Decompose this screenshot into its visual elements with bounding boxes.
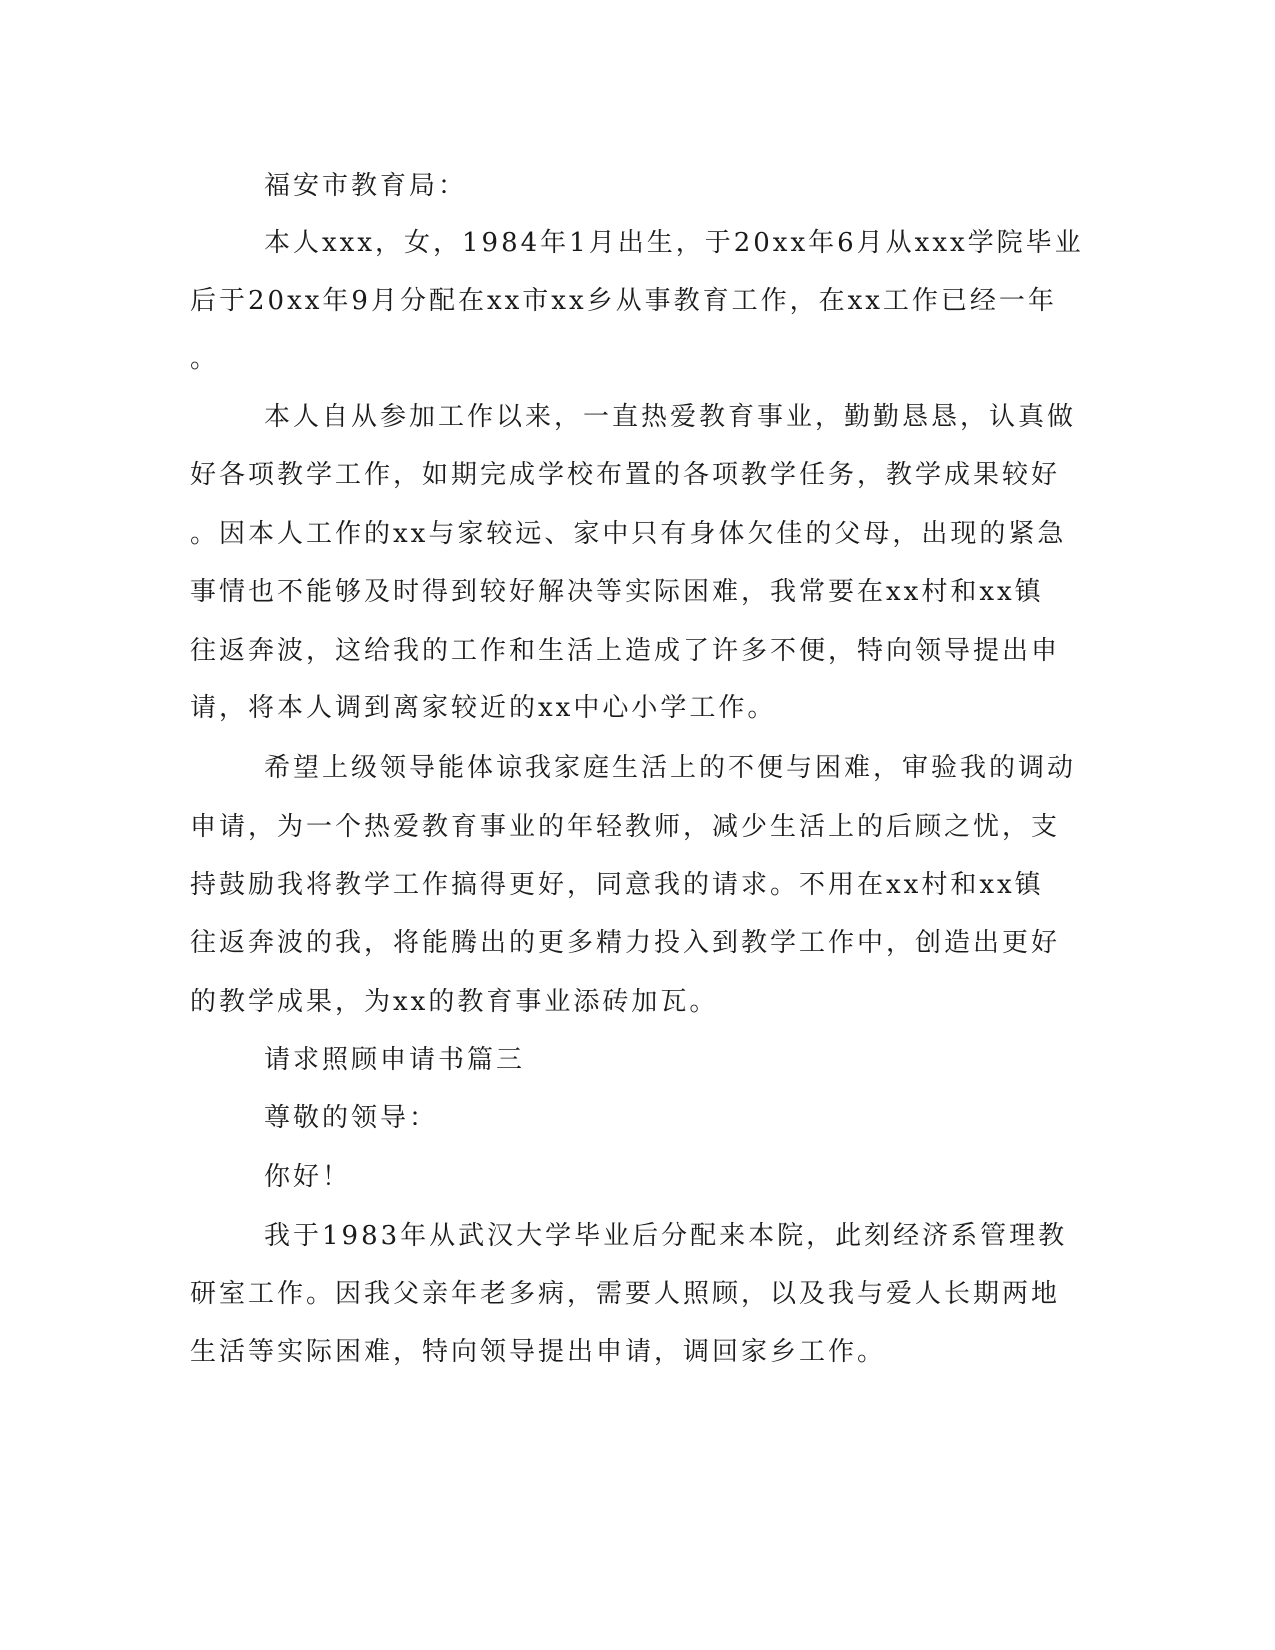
paragraph-line: 。因本人工作的xx与家较远、家中只有身体欠佳的父母，出现的紧急 [190,519,1067,549]
paragraph-line: 的教学成果，为xx的教育事业添砖加瓦。 [190,987,719,1017]
paragraph-line: 事情也不能够及时得到较好解决等实际困难，我常要在xx村和xx镇 [190,577,1044,607]
paragraph-line: 往返奔波的我，将能腾出的更多精力投入到教学工作中，创造出更好 [190,928,1061,958]
greeting: 你好！ [264,1162,352,1192]
salutation: 尊敬的领导： [264,1103,439,1133]
paragraph-line: 好各项教学工作，如期完成学校布置的各项教学任务，教学成果较好 [190,460,1061,490]
paragraph-line: 本人自从参加工作以来，一直热爱教育事业，勤勤恳恳，认真做 [264,402,1077,432]
paragraph-line: 本人xxx，女，1984年1月出生，于20xx年6月从xxx学院毕业 [264,228,1084,258]
section-heading: 请求照顾申请书篇三 [264,1045,526,1075]
paragraph-line: 持鼓励我将教学工作搞得更好，同意我的请求。不用在xx村和xx镇 [190,870,1044,900]
paragraph-line: 后于20xx年9月分配在xx市xx乡从事教育工作，在xx工作已经一年 [190,286,1057,316]
paragraph-line: 生活等实际困难，特向领导提出申请，调回家乡工作。 [190,1337,887,1367]
paragraph-line: 希望上级领导能体谅我家庭生活上的不便与困难，审验我的调动 [264,753,1077,783]
paragraph-line: 往返奔波，这给我的工作和生活上造成了许多不便，特向领导提出申 [190,636,1061,666]
paragraph-line: 请，将本人调到离家较近的xx中心小学工作。 [190,693,777,723]
paragraph-line: 研室工作。因我父亲年老多病，需要人照顾，以及我与爱人长期两地 [190,1279,1061,1309]
paragraph-line: 我于1983年从武汉大学毕业后分配来本院，此刻经济系管理教 [264,1221,1068,1251]
paragraph-line: 。 [190,344,220,374]
paragraph-line: 申请，为一个热爱教育事业的年轻教师，减少生活上的后顾之忧，支 [190,812,1061,842]
salutation: 福安市教育局： [264,171,468,201]
